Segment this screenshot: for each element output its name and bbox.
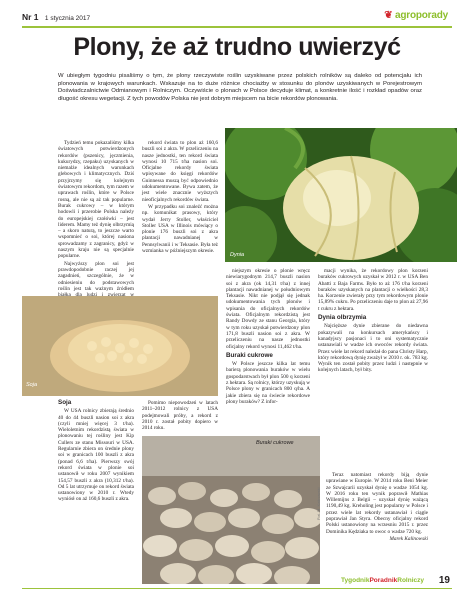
brand-poradnik: Poradnik xyxy=(369,577,398,584)
header-rule xyxy=(22,26,452,28)
section-brand: ❦ agroporady xyxy=(384,10,448,21)
beet-illustration xyxy=(142,436,320,584)
article-column-1 xyxy=(58,140,134,306)
agro-icon: ❦ xyxy=(384,10,393,21)
paragraph: W przypadku soi znaleźć można np. komunikat prasowy, który wydał Jerry Stoller, właściciel Stoller USA w Illinois mówiący o plonie 176 buszli soi z akra plantacji nawadnianej w Pennsylwanii i w Teksasie. Była też wzmianka w późniejszym okresie. xyxy=(142,203,218,255)
article-column-4 xyxy=(318,268,428,375)
footer-brand xyxy=(341,577,424,584)
soy-section-continued xyxy=(142,400,218,432)
paragraph: macji wynika, że rekordowy plon korzeni buraków cukrowych uzyskał w 2012 r. w USA Ben Abatti z Baja Farms. Było to aż 176 t/ha korzeni buraków uzyskanych na plantacji o wielkości 28,3 ha. Korzenie zwierały przy tym rekordowym plonie 15,89% cukru. Po przeliczeniu daje to plon aż 27,96 t cukru z hektara. xyxy=(318,268,428,312)
issue-date: 1 stycznia 2017 xyxy=(44,15,91,22)
soy-photo xyxy=(22,296,218,396)
author-byline: Marek Kalinowski xyxy=(389,535,428,542)
brand-rolniczy: Rolniczy xyxy=(397,577,424,584)
issue-number: Nr 1 xyxy=(22,12,39,22)
soy-subhead: Soja xyxy=(58,399,72,406)
beet-photo xyxy=(142,436,320,584)
pumpkin-illustration xyxy=(225,128,457,262)
brand-tygodnik: Tygodnik xyxy=(341,577,370,584)
photo-credit: Fot. M. Kalinowski xyxy=(316,487,321,520)
beet-caption: Buraki cukrowe xyxy=(256,440,294,446)
soy-section xyxy=(58,400,134,504)
paragraph: Pomimo niepowodzeń w latach 2011–2012 rolnicy z USA podejmowali próby, a rekord z 2010 r. został pobity dopiero w 2014 roku. xyxy=(142,400,218,432)
page-number: 19 xyxy=(438,575,450,586)
paragraph: rekord świata to plon aż 160,6 buszli soi z akra. W przeliczeniu na nasze jednostki, ten rekord świata wynosi 10 715 t/ha nasion soi. Oficjalne rekordy świata wpisywane do księgi rekordów Guinnessa muszą być odpowiednio udokumentowane. Bywa zatem, że jest wiele znacznie wyższych nieoficjalnych rekordów świata. xyxy=(142,140,218,203)
beet-subhead: Buraki cukrowe xyxy=(226,351,273,359)
article-column-3 xyxy=(226,268,310,406)
paragraph: Teraz natomiast rekordy biją dynie uprawiane w Europie. W 2014 roku Beni Meier ze Szwajcarii uzyskał dynię o wadze 1054 kg. W 2016 roku ten wynik poprawił Mathias Willemijns z Belgii – uzyskał dynię ważącą 1190,49 kg. Kreholing jest popularny w Polsce i przez wiele lat rekordy ustanawiał i ciągle poprawiał Jan Styra. Obecny oficjalny rekord Polski ustanowiony na wrzesniu 2015 r. przez Dominika Kędziaka to owoc o wadze 720 kg. xyxy=(326,472,428,535)
pumpkin-section-continued xyxy=(326,472,428,542)
issue-header xyxy=(22,12,90,22)
article-column-2 xyxy=(142,140,218,255)
paragraph: Najcięższe dynie zbierane do niedawna pokazywali na konkursach amerykańscy i kanadyjscy pasjonaci i to oni systematycznie ustanawiali w wadze ich owoców rekordy świata. Przez wiele lat rekord należał do pana Christy Harp, który rekordową dynię zważył w 2010 r. ok. 783 kg. Wynik ten został pobity przez ludzi i następnie w kolejnych latach, był bity. xyxy=(318,323,428,374)
pumpkin-photo xyxy=(225,128,457,262)
pumpkin-caption: Dynia xyxy=(230,252,245,258)
soy-illustration xyxy=(22,296,218,396)
paragraph: Najwyższy plon soi jest prawdopodobnie raczej jej zagadnień, szczególnie, że w odniesieniu do podstawowych roślin jest tak ważnym źródłem xyxy=(58,260,134,292)
paragraph: niejszym okresie o plonie wręcz niewiarygodnym 214,7 buszli nasion soi z akra (ok 14,31 t/ha) z innej plantacji nawadnianej w południowym Teksasie. Nikt nie podjął się jednak udokumentowania tych plonów i wpisania do oficjalnych rekordów świata. Oficjalnym rekordzistą jest Randy Dowdy ze stanu Georgia, który w tym roku uzyskał potwierdzony plon 171,8 buszli nasion soi z akra. W przeliczeniu na nasze jednostki oficjalny rekord wynosi 11,462 t/ha. xyxy=(226,268,310,350)
page-title: Plony, że aż trudno uwierzyć xyxy=(73,33,401,61)
paragraph: W Polsce jeszcze kilka lat temu barierą plonowania buraków w wielu gospodarstwach był plon 500 q korzeni z hektara. Są rolnicy, którzy uzyskują w Polsce plony w granicach 800 q/ha. A jakie zbiera się na świecie rekordowe plony buraków? Z infor- xyxy=(226,361,310,405)
article-lead: W ubiegłym tygodniu pisaliśmy o tym, że plony rzeczywiste roślin uzyskiwane przez polskich rolników są daleko od potencjału ich plonowania w krajowych warunkach. Wskazuje na to duże różnice chociażby w stosunku do plonów uzyskiwanych w Porejestrowym Doświadczalnictwie Odmianowym i Rolniczym. Oczywiście o plonach w Polsce decyduje klimat, a konkretnie ilość i rozkład opadów oraz długość okresu wegetacji. Z tych powodów Polska nie jest dobrym miejscem na bicie rekordów plonowania. xyxy=(58,73,422,102)
soy-caption: Soja xyxy=(26,382,38,388)
pumpkin-subhead: Dynia olbrzymia xyxy=(318,314,367,322)
paragraph: Tydzień temu pokazaliśmy kilka światowych potwierdzonych rekordów (pszenicy, jęczmienia, kukurydzy, rzepaku) uzyskanych w niemalże idealnych warunkach glebowych i klimatycznych. Dziś przyjrzymy się kolejnym światowym rekordom, tym razem w uprawach roślin, które w Polsce rosną, ale nie są aż tak popularne. Burak cukrowy – w którym hodowli i przerobie Polska należy do europejskiej czołówki – jest liderem. Mamy też dynię olbrzymią – a skoro naturą, to jeszcze warto wspomnieć o soi, której nasiona sprowadzamy z zagranicy, gdyż w naszym kraju nie są specjalnie popularne. xyxy=(58,140,134,260)
footer-rule xyxy=(22,588,452,589)
paragraph: W USA rolnicy zbierają średnio 40 do 44 buszli nasion soi z akra (czyli mniej więcej 3 t/ha). Wieloletnim rekordzistą świata w plonowaniu tej rośliny jest Kip Cullers ze stanu Missouri w USA. Regularnie zbiera on średnie plony soi w granicach 100 buszli z akra (ponad 6,6 t/ha). Pierwszy swój rekord świata w plonie soi ustanowił w roku 2007 wynikiem 154,57 buszli z akra (10,312 t/ha). Od 5 lat utrzymuje on rekord świata ustanowiony w 2010 r. Wtedy wyniósł on aż 160,6 buszli z akra. xyxy=(58,408,134,503)
